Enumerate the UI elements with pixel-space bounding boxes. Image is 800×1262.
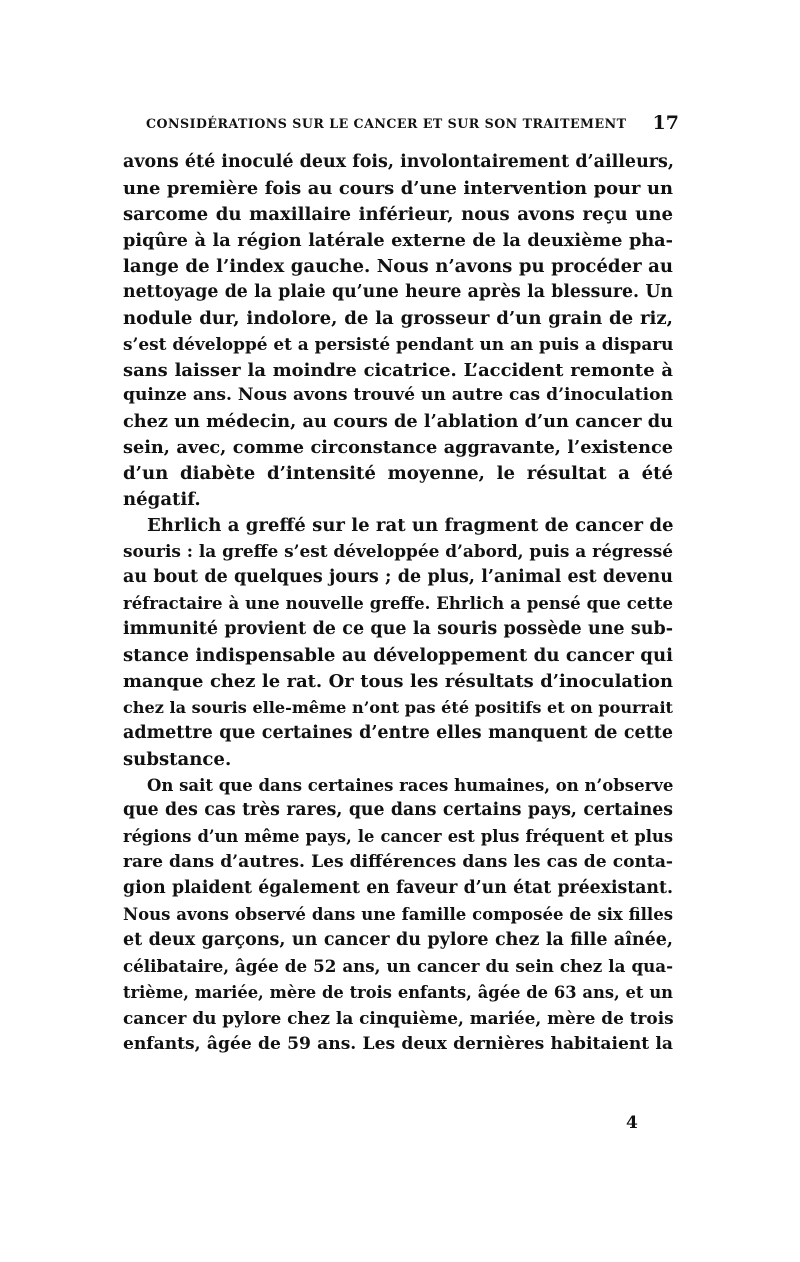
text-line: gion plaident également en faveur d’un état préexistant. xyxy=(123,878,673,899)
body-text xyxy=(123,150,673,1058)
text-line: régions d’un même pays, le cancer est plus fréquent et plus xyxy=(123,827,673,847)
text-line: quinze ans. Nous avons trouvé un autre cas d’inoculation xyxy=(123,385,673,406)
text-line: substance. xyxy=(123,748,232,770)
text-line: d’un diabète d’intensité moyenne, le résultat a été xyxy=(123,463,673,485)
running-head xyxy=(146,112,679,138)
text-line: cancer du pylore chez la cinquième, mariée, mère de trois xyxy=(123,1007,674,1028)
text-line: sein, avec, comme circonstance aggravante, l’existence xyxy=(123,437,673,459)
text-line: stance indispensable au développement du cancer qui xyxy=(123,644,673,666)
text-line: admettre que certaines d’entre elles manquent de cette xyxy=(123,722,673,743)
text-line: trième, mariée, mère de trois enfants, âgée de 63 ans, et un xyxy=(123,983,673,1002)
text-line: manque chez le rat. Or tous les résultats d’inoculation xyxy=(123,670,673,692)
signature-mark: 4 xyxy=(626,1113,638,1133)
text-line: et deux garçons, un cancer du pylore chez la fille aînée, xyxy=(123,930,673,951)
text-line: réfractaire à une nouvelle greffe. Ehrlich a pensé que cette xyxy=(123,593,673,613)
text-line: s’est développé et a persisté pendant un an puis a disparu xyxy=(123,333,674,354)
text-line: lange de l’index gauche. Nous n’avons pu procéder au xyxy=(123,255,673,277)
text-line: Ehrlich a greffé sur le rat un fragment de cancer de xyxy=(147,515,674,537)
text-line: rare dans d’autres. Les différences dans les cas de conta- xyxy=(123,852,673,873)
text-line: avons été inoculé deux fois, involontairement d’ailleurs, xyxy=(123,152,674,172)
running-title: CONSIDÉRATIONS SUR LE CANCER ET SUR SON TRAITEMENT xyxy=(146,116,627,131)
text-line: que des cas très rares, que dans certains pays, certaines xyxy=(123,800,673,821)
text-line: sans laisser la moindre cicatrice. L’accident remonte à xyxy=(123,359,673,381)
page-number: 17 xyxy=(652,112,679,134)
text-line: au bout de quelques jours ; de plus, l’animal est devenu xyxy=(123,567,673,587)
text-line: souris : la greffe s’est développée d’abord, puis a régressé xyxy=(123,541,673,562)
text-line: enfants, âgée de 59 ans. Les deux dernières habitaient la xyxy=(123,1033,673,1054)
text-line: immunité provient de ce que la souris possède une sub- xyxy=(123,618,673,639)
text-line: célibataire, âgée de 52 ans, un cancer du sein chez la qua- xyxy=(123,956,673,977)
text-line: Nous avons observé dans une famille composée de six filles xyxy=(123,905,673,925)
text-line: piqûre à la région latérale externe de la deuxième pha- xyxy=(123,229,673,251)
text-line: chez la souris elle-même n’ont pas été positifs et on pourrait xyxy=(123,697,673,717)
text-line: nodule dur, indolore, de la grosseur d’un grain de riz, xyxy=(123,307,673,329)
text-line: On sait que dans certaines races humaines, on n’observe xyxy=(147,775,674,795)
text-line: négatif. xyxy=(123,489,201,511)
text-line: sarcome du maxillaire inférieur, nous avons reçu une xyxy=(123,203,673,225)
text-line: chez un médecin, au cours de l’ablation d’un cancer du xyxy=(123,411,673,433)
text-line: une première fois au cours d’une intervention pour un xyxy=(123,177,673,199)
text-line: nettoyage de la plaie qu’une heure après la blessure. Un xyxy=(123,281,673,302)
